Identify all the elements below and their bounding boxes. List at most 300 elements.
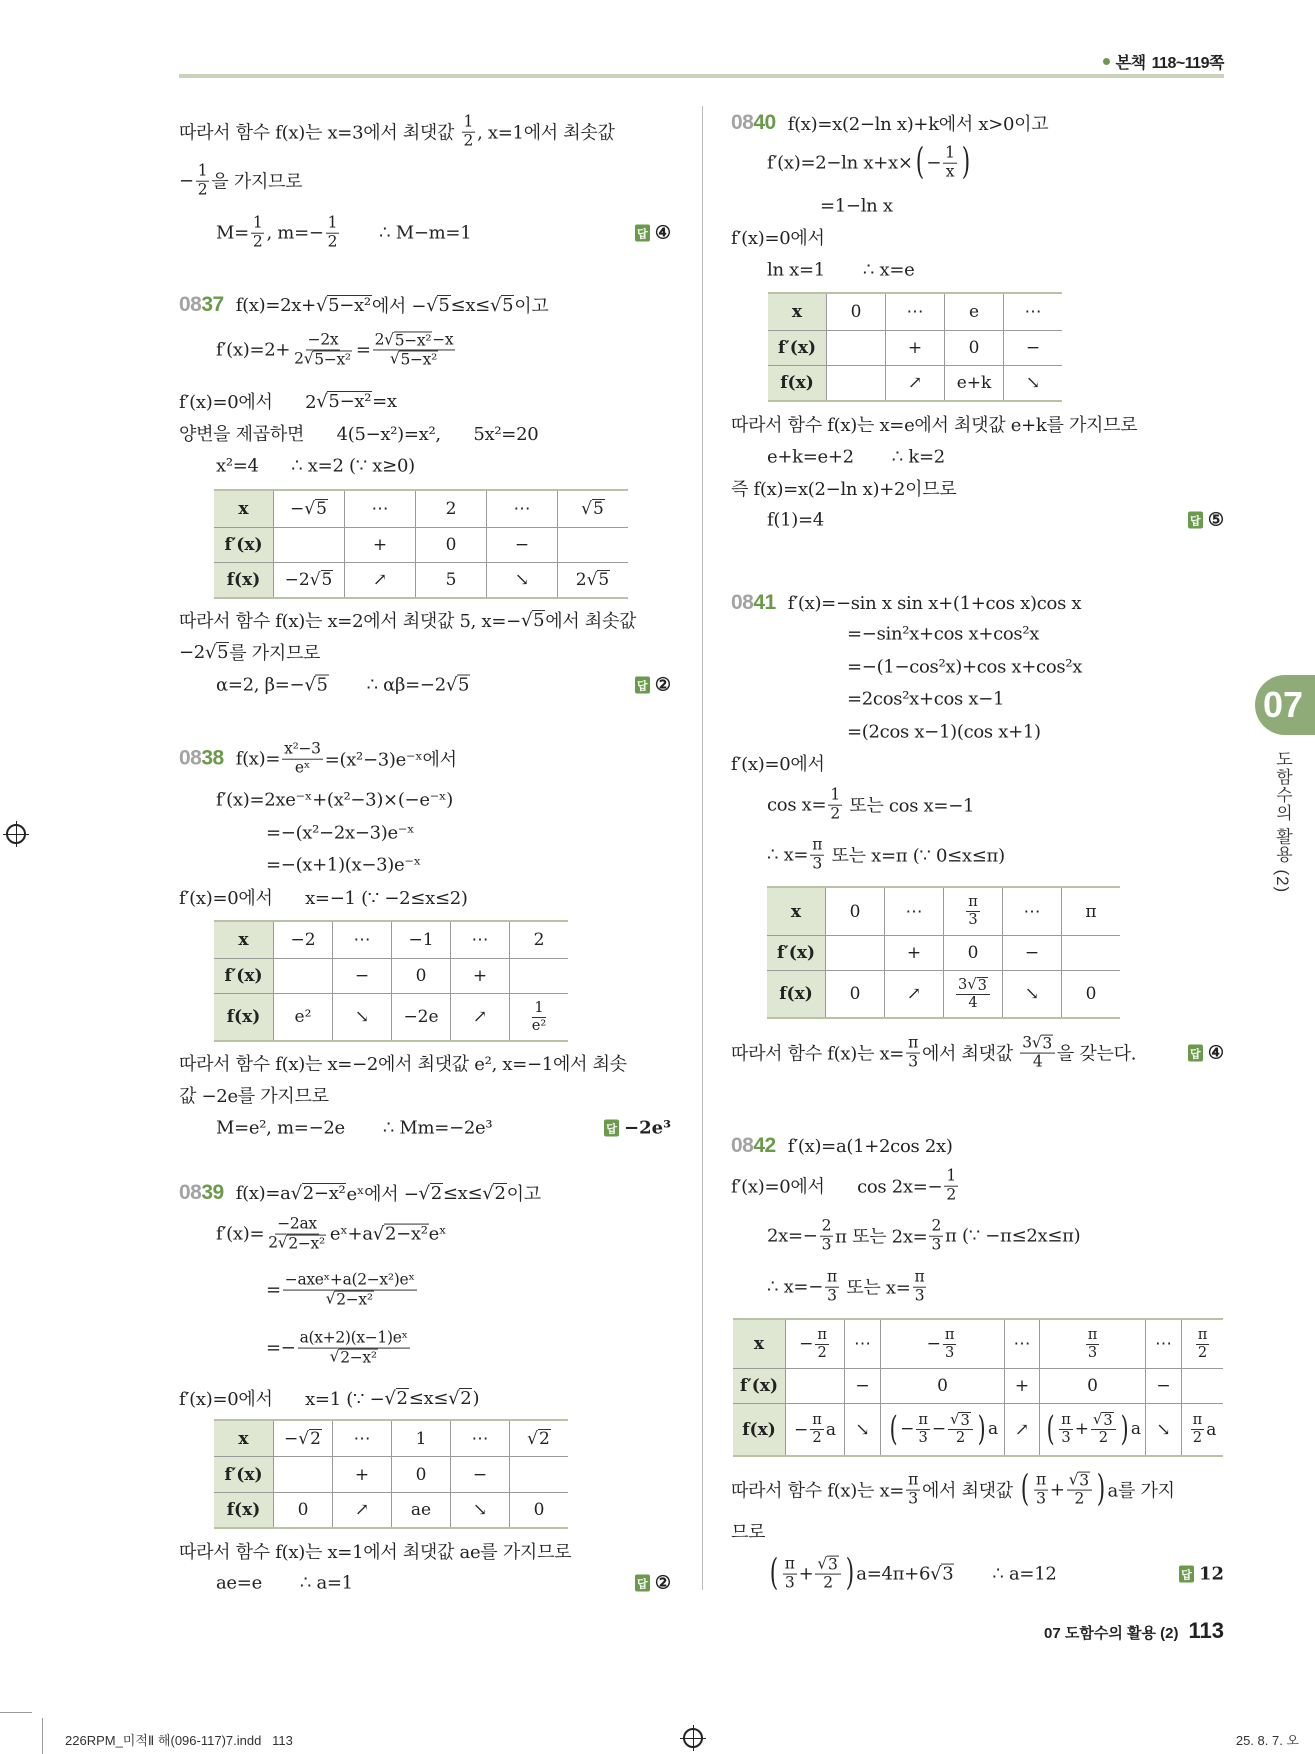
math-text: −: [799, 1334, 814, 1354]
crop-mark: [0, 1712, 32, 1713]
math-text: √ 5: [458, 674, 470, 696]
math-text: 0: [1087, 1376, 1098, 1396]
table-cell: [1004, 1368, 1039, 1403]
problem-number: [179, 1181, 224, 1205]
solution-line: [216, 456, 415, 477]
math-group: [767, 837, 1005, 874]
numerator: [298, 1330, 410, 1349]
answer-value: ⑤: [1207, 509, 1224, 531]
answer-label: 답: [635, 677, 650, 694]
math-text: −2: [179, 641, 205, 663]
numerator: [966, 894, 980, 912]
fraction: [948, 1412, 973, 1447]
parenthesized-expression: [767, 1556, 856, 1593]
math-group: [390, 351, 438, 369]
math-text: 2: [533, 930, 545, 950]
radicand: [327, 391, 372, 412]
math-text: f′(x)=0에서 cos 2x=−: [731, 1177, 943, 1198]
answer-mark: [1188, 1043, 1224, 1064]
math-text: 3: [908, 1489, 918, 1508]
radicand: [493, 1183, 506, 1204]
math-text: −: [1025, 338, 1041, 358]
math-text: 2: [1098, 1429, 1108, 1447]
math-text: ): [472, 1387, 480, 1409]
numerator: [306, 332, 341, 351]
math-group: [767, 260, 914, 281]
math-text: ⋯: [353, 930, 371, 950]
math-text: 0: [849, 901, 861, 922]
table-cell: [844, 1368, 880, 1403]
table-cell: [486, 527, 557, 562]
math-group: [179, 163, 302, 200]
solution-line: [216, 215, 471, 252]
math-text: 1: [197, 161, 208, 180]
table-cell: [486, 562, 557, 597]
math-group: [731, 224, 825, 250]
page-footer: [1044, 1618, 1224, 1644]
fraction: [1196, 1327, 1210, 1362]
math-text: 1: [534, 998, 544, 1016]
math-group: [1069, 1472, 1090, 1490]
parenthesized-expression: [913, 145, 973, 182]
math-text: f′(x): [224, 535, 263, 555]
math-group: [767, 1556, 1057, 1593]
solution-line: [731, 411, 1137, 437]
table-row-header: [733, 1320, 785, 1368]
table-row-header: [767, 970, 825, 1017]
radicand: [1102, 1412, 1113, 1429]
square-root: [384, 1388, 408, 1409]
radicand: [977, 977, 988, 994]
table-cell: [1061, 935, 1120, 970]
math-text: +: [907, 338, 923, 358]
math-group: [216, 675, 470, 696]
solution-line: [767, 1269, 928, 1306]
math-text: +: [472, 966, 488, 986]
math-group: [266, 1330, 412, 1367]
fraction: [944, 1168, 958, 1205]
denominator: [944, 1187, 958, 1205]
math-text: x²=4 ∴ x=2 (∵ x≥0): [216, 455, 415, 477]
math-group: [887, 1412, 998, 1447]
math-text: √ 5: [593, 499, 604, 520]
increase-decrease-table: [214, 489, 628, 599]
math-text: 2: [931, 1216, 942, 1235]
math-group: [179, 1538, 571, 1564]
math-group: [179, 1385, 479, 1411]
table-cell: [885, 330, 944, 365]
bullet-icon: [1103, 58, 1110, 65]
square-root: [278, 1234, 326, 1252]
radicand: [459, 1388, 472, 1409]
numerator: [944, 1168, 958, 1187]
radicand: [321, 570, 334, 590]
radicand: [941, 1564, 954, 1585]
math-text: f(x): [226, 570, 261, 590]
numerator: [828, 787, 842, 806]
radicand: [959, 1412, 970, 1429]
math-text: f(x): [779, 984, 813, 1004]
math-text: −2: [290, 930, 316, 950]
math-text: x: [238, 499, 249, 519]
fraction: [906, 1035, 920, 1072]
fraction: [1191, 1412, 1205, 1447]
table-cell: [557, 562, 628, 597]
table-cell: [1003, 294, 1062, 330]
math-group: [731, 750, 825, 776]
table-cell: [450, 1421, 509, 1456]
radicand: [501, 295, 514, 316]
radicand: [437, 295, 450, 316]
math-text: −1: [408, 930, 434, 950]
denominator: [820, 1237, 834, 1255]
math-text: cos x=: [767, 794, 827, 816]
math-text: 양변을 제곱하면 4(5−x²)=x², 5x²=20: [179, 424, 539, 445]
math-text: −: [284, 1428, 299, 1449]
math-group: [794, 1412, 836, 1447]
solution-line: [179, 388, 397, 414]
math-group: [294, 350, 352, 368]
numerator: [825, 1269, 839, 1288]
math-text: f′(x)=2xe⁻ˣ+(x²−3)×(−e⁻ˣ): [216, 789, 453, 811]
increase-decrease-table: [768, 292, 1062, 402]
square-root: [581, 499, 605, 519]
answer-label: 답: [1179, 1566, 1194, 1583]
math-text: =−(x²−2x−3)e⁻ˣ: [266, 822, 415, 844]
denominator: [251, 234, 265, 252]
solution-line: [216, 1573, 353, 1594]
problem-header: [731, 110, 1048, 136]
math-group: [731, 475, 956, 501]
math-text: ↗: [906, 984, 922, 1004]
square-root: [330, 1348, 378, 1366]
math-text: a: [988, 1419, 999, 1440]
math-text: 에서 최솟값: [545, 611, 637, 632]
math-text: =(2cos x−1)(cos x+1): [847, 721, 1041, 743]
problem-number-suffix: 39: [201, 1181, 224, 1204]
table-cell: [486, 491, 557, 527]
table-cell: [509, 1421, 568, 1456]
math-group: [847, 689, 1004, 710]
math-group: [236, 741, 457, 778]
table-cell: [273, 922, 332, 958]
square-root: [326, 1290, 374, 1308]
denominator: [1059, 1430, 1072, 1447]
math-text: ≤x≤: [450, 294, 490, 316]
math-text: 0: [937, 1376, 948, 1396]
denominator: [916, 1430, 929, 1447]
math-text: √ 2−x²: [336, 1290, 373, 1309]
math-text: 0: [968, 338, 980, 358]
fraction: [283, 1272, 417, 1309]
chapter-tab: [1255, 675, 1315, 735]
math-text: f′(x)=0에서 x=1 (∵ −: [179, 1389, 385, 1410]
math-text: √ 2: [430, 1182, 442, 1204]
math-text: √ 5: [321, 570, 333, 591]
math-text: e: [968, 302, 980, 322]
math-text: eˣ+a: [329, 1223, 373, 1245]
fraction: [825, 1269, 839, 1306]
table-row-header: [214, 527, 273, 562]
math-text: √ 2−x²: [384, 1223, 428, 1245]
table-cell: [391, 922, 450, 958]
math-text: √ 5−x²: [328, 390, 372, 412]
table-cell: [1039, 1368, 1145, 1403]
math-group: [847, 657, 1082, 678]
math-group: [950, 1412, 971, 1429]
math-text: 2x=−: [767, 1225, 818, 1247]
math-text: −: [354, 966, 370, 986]
table-cell: [509, 993, 568, 1040]
problem-number-prefix: 08: [179, 293, 202, 316]
solution-line: [767, 1556, 1057, 1593]
math-group: [767, 447, 945, 468]
square-root: [446, 675, 470, 696]
table-cell: [1004, 1320, 1039, 1368]
denominator: [328, 1348, 380, 1366]
math-text: f(x)=: [235, 748, 281, 770]
radicand: [1041, 1035, 1053, 1053]
answer-mark: [635, 675, 671, 696]
square-root: [967, 977, 988, 994]
math-group: [767, 1218, 1080, 1255]
math-text: −axeˣ+a(2−x²)eˣ: [284, 1270, 415, 1289]
table-cell: [825, 888, 884, 935]
solution-line: [216, 1216, 446, 1253]
math-text: f(1)=4: [767, 509, 824, 531]
table-row-header: [214, 958, 273, 993]
math-group: [179, 884, 468, 910]
math-text: −: [855, 1376, 870, 1396]
math-text: π: [817, 1325, 827, 1343]
slug-date: 25. 8. 7. 오: [1235, 1733, 1299, 1748]
math-text: f(x): [780, 373, 814, 393]
numerator: [1196, 1327, 1210, 1345]
footer-chapter-title: 07 도함수의 활용 (2): [1044, 1625, 1179, 1642]
solution-line: [216, 331, 457, 368]
solution-line: [767, 447, 945, 468]
slug-page: 113: [272, 1733, 293, 1748]
table-row-header: [768, 294, 826, 330]
table-cell: [1004, 1403, 1039, 1455]
math-text: f′(x)=−sin x sin x+(1+cos x)cos x: [787, 592, 1082, 614]
math-text: −: [290, 499, 305, 519]
answer-mark: [1188, 510, 1224, 531]
numerator: [810, 837, 824, 856]
math-text: f′(x): [224, 966, 263, 986]
problem-header: [731, 1134, 953, 1158]
square-root: [205, 642, 229, 663]
math-text: ( −: [900, 1419, 915, 1440]
math-text: π: [812, 1411, 822, 1429]
math-group: [216, 331, 457, 368]
math-group: [767, 510, 824, 531]
math-group: [375, 331, 454, 349]
table-cell: [1002, 970, 1061, 1017]
math-text: 3: [827, 1286, 837, 1305]
table-row-header: [733, 1403, 785, 1455]
numerator: [929, 1218, 943, 1237]
denominator: [929, 1237, 943, 1255]
numerator: [373, 331, 456, 350]
math-text: 0: [415, 966, 427, 986]
table-row-header: [214, 1492, 273, 1527]
numerator: [1191, 1412, 1205, 1430]
math-text: eˣ: [428, 1223, 447, 1245]
solution-line: [216, 675, 470, 696]
math-text: ⋯: [905, 901, 923, 922]
math-text: ae=e ∴ a=1: [216, 1572, 353, 1594]
numerator: [1067, 1472, 1092, 1491]
table-cell: [825, 970, 884, 1017]
solution-line: [820, 196, 893, 217]
math-text: 2: [821, 1216, 832, 1235]
radicand: [1078, 1472, 1090, 1490]
denominator: [906, 1490, 920, 1508]
fraction: [810, 837, 824, 874]
math-text: 0: [1085, 984, 1097, 1004]
increase-decrease-table: [214, 1419, 568, 1529]
math-text: 0: [533, 1500, 545, 1520]
math-group: [216, 1118, 492, 1139]
page-range: 118~119쪽: [1151, 55, 1224, 72]
math-group: [266, 1272, 419, 1309]
solution-line: [847, 722, 1041, 743]
math-text: 므로: [731, 1522, 766, 1543]
table-cell: [1039, 1403, 1145, 1455]
table-cell: [785, 1320, 844, 1368]
math-text: 2: [294, 349, 304, 368]
math-text: ↗: [354, 1500, 370, 1520]
math-group: [290, 499, 328, 519]
answer-value: ②: [654, 1572, 671, 1594]
math-text: 3: [812, 854, 822, 873]
table-cell: [880, 1368, 1004, 1403]
math-group: [266, 855, 421, 876]
table-cell: [273, 1421, 332, 1456]
math-text: 2: [268, 1233, 278, 1252]
math-text: 2: [1192, 1429, 1203, 1446]
math-text: f′(x)=a(1+2cos 2x): [787, 1135, 953, 1157]
math-text: f′(x)=2+: [216, 339, 291, 361]
table-cell: [1003, 365, 1062, 400]
fraction: [815, 1327, 829, 1362]
square-root: [950, 1412, 971, 1429]
math-text: =−(1−cos²x)+cos x+cos²x: [847, 656, 1083, 678]
math-text: 3: [784, 1573, 795, 1592]
math-text: f(x): [742, 1419, 776, 1440]
radicand: [313, 350, 352, 368]
math-text: ⋯: [906, 302, 924, 322]
math-group: [179, 1050, 627, 1076]
solution-line: [179, 607, 636, 633]
solution-line: [216, 1118, 492, 1139]
square-root: [1032, 1035, 1053, 1053]
math-text: ∴ x=: [767, 844, 809, 866]
math-group: [1189, 1412, 1217, 1447]
math-group: [576, 570, 611, 590]
math-text: 3: [968, 911, 978, 928]
table-cell: [450, 993, 509, 1040]
math-text: 에서 −: [371, 296, 427, 317]
fraction: [943, 1327, 957, 1362]
radicand: [216, 642, 229, 663]
fraction: [1034, 1472, 1048, 1509]
math-text: √ 5: [533, 609, 545, 631]
math-text: √ 5−x²: [314, 350, 351, 369]
math-text: f′(x): [739, 1376, 779, 1396]
math-text: ≤x≤: [442, 1182, 483, 1204]
math-group: [179, 114, 615, 151]
math-text: =(x²−3)e⁻ˣ에서: [324, 750, 457, 771]
math-text: a(x+2)(x−1)eˣ: [299, 1328, 408, 1347]
solution-line: [731, 750, 825, 776]
math-group: [958, 977, 988, 994]
math-group: [179, 420, 538, 446]
math-text: 따라서 함수 f(x)는 x=: [731, 1043, 905, 1065]
denominator: [266, 1234, 328, 1252]
math-text: ↘: [855, 1419, 870, 1440]
math-text: −2x: [307, 330, 339, 349]
answer-label: 답: [604, 1120, 619, 1137]
math-group: [216, 456, 415, 477]
denominator: [1031, 1054, 1045, 1072]
radicand: [532, 610, 545, 631]
fraction: [828, 787, 842, 824]
math-text: 0: [850, 302, 862, 322]
table-cell: [1181, 1320, 1223, 1368]
problem-number-suffix: 37: [201, 293, 224, 316]
problem-number-suffix: 38: [201, 747, 224, 770]
solution-line: [767, 1218, 1080, 1255]
math-text: √ 3: [1079, 1471, 1089, 1490]
math-text: ∴ αβ=−2: [328, 674, 446, 696]
table-cell: [391, 1492, 450, 1527]
solution-line: [266, 1330, 412, 1367]
numerator: [326, 215, 340, 234]
fraction: [820, 1218, 834, 1255]
denominator: [1097, 1430, 1110, 1447]
math-text: √ 3: [827, 1555, 838, 1574]
math-group: [216, 790, 453, 811]
numerator: [1034, 1472, 1048, 1491]
math-text: ( π: [1036, 1470, 1046, 1489]
table-row-header: [214, 562, 273, 597]
math-text: x: [945, 162, 955, 181]
math-text: 을 가지므로: [211, 172, 303, 193]
math-text: ↘: [1025, 373, 1041, 393]
math-text: f(x)=x(2−ln x)+k에서 x>0이고: [787, 114, 1049, 135]
math-text: 2: [823, 1573, 833, 1592]
table-cell: [1181, 1403, 1223, 1455]
math-group: [236, 1180, 541, 1206]
solution-line: [179, 884, 468, 910]
solution-line: [847, 689, 1004, 710]
math-text: 2: [445, 499, 457, 519]
math-text: π: [1085, 901, 1097, 922]
math-text: π: [908, 1033, 918, 1052]
math-group: [268, 1234, 326, 1252]
numerator: [283, 1272, 417, 1291]
table-cell: [884, 935, 943, 970]
table-row-header: [214, 491, 273, 527]
math-text: e+k=e+2 ∴ k=2: [767, 446, 945, 468]
math-text: −: [472, 1464, 488, 1485]
math-text: 2: [1074, 1489, 1085, 1508]
table-cell: [344, 491, 415, 527]
math-text: +: [1074, 1419, 1090, 1440]
math-text: ↗: [372, 570, 388, 590]
